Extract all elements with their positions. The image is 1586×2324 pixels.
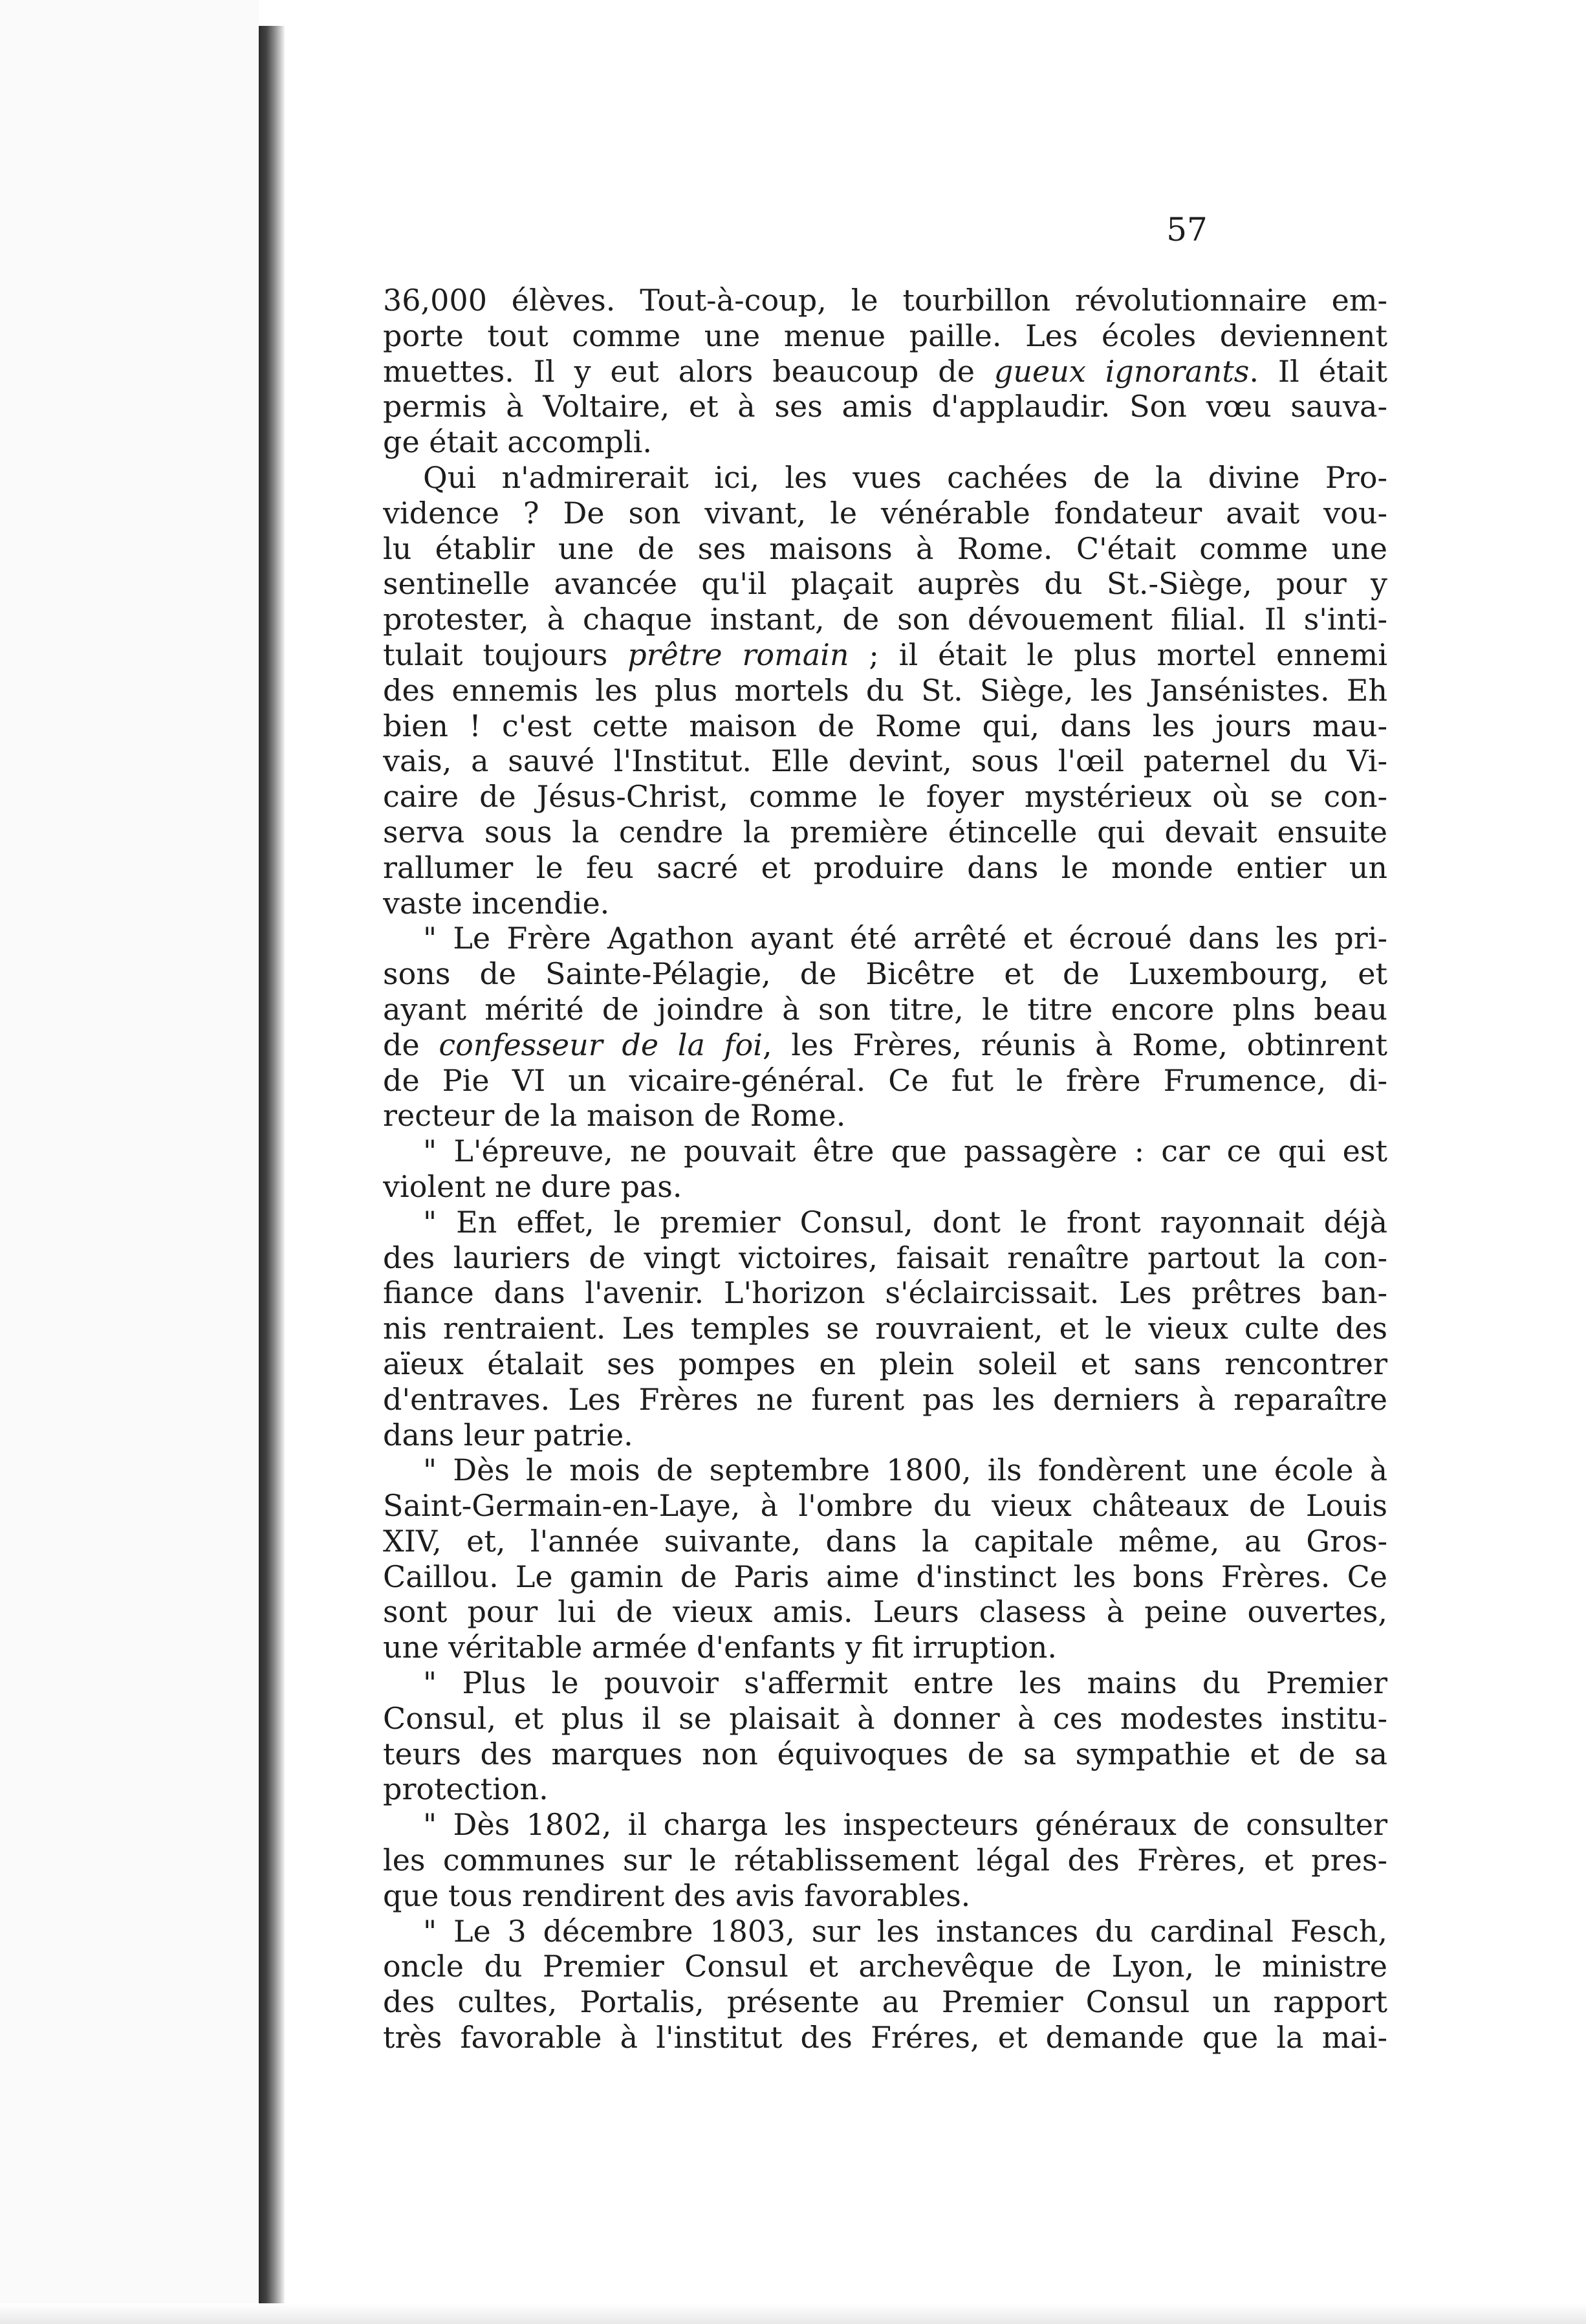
- text-line: fiance dans l'avenir. L'horizon s'éclaircissait. Les prêtres ban-: [383, 1275, 1387, 1311]
- text-line: teurs des marques non équivoques de sa sympathie et de sa: [383, 1736, 1387, 1771]
- text-line: " Le 3 décembre 1803, sur les instances du cardinal Fesch,: [423, 1913, 1387, 1949]
- text-line: porte tout comme une menue paille. Les écoles deviennent: [383, 318, 1387, 353]
- text-line: de Pie VI un vicaire-général. Ce fut le frère Frumence, di-: [383, 1062, 1387, 1098]
- text-line: " Dès le mois de septembre 1800, ils fondèrent une école à: [423, 1453, 1387, 1488]
- text-line: sont pour lui de vieux amis. Leurs clasess à peine ouvertes,: [383, 1594, 1387, 1630]
- italic-phrase: prêtre romain: [627, 637, 849, 672]
- text-line: " Dès 1802, il charga les inspecteurs généraux de consulter: [423, 1807, 1387, 1843]
- text-line: vaste incendie.: [383, 885, 610, 921]
- text-line: protection.: [383, 1771, 549, 1807]
- body-text: [383, 283, 1387, 2055]
- text-line: [383, 637, 1387, 673]
- text-line: d'entraves. Les Frères ne furent pas les derniers à reparaître: [383, 1381, 1387, 1417]
- text-line: 36,000 élèves. Tout-à-coup, le tourbillon révolutionnaire em-: [383, 283, 1387, 318]
- text-line: Saint-Germain-en-Laye, à l'ombre du vieux châteaux de Louis: [383, 1488, 1387, 1524]
- text-segment: tulait toujours: [383, 637, 628, 672]
- left-page-fragment: [0, 0, 259, 2324]
- text-line: oncle du Premier Consul et archevêque de Lyon, le ministre: [383, 1949, 1387, 1984]
- text-line: bien ! c'est cette maison de Rome qui, dans les jours mau-: [383, 708, 1387, 743]
- text-line: sentinelle avancée qu'il plaçait auprès du St.-Siège, pour y: [383, 566, 1387, 602]
- italic-phrase: gueux ignorants: [994, 353, 1250, 389]
- text-line: sons de Sainte-Pélagie, de Bicêtre et de Luxembourg, et: [383, 956, 1387, 992]
- book-gutter: [259, 26, 285, 2324]
- text-line: une véritable armée d'enfants y fit irruption.: [383, 1630, 1058, 1665]
- text-line: serva sous la cendre la première étincelle qui devait ensuite: [383, 814, 1387, 850]
- text-segment: muettes. Il y eut alors beaucoup de: [383, 353, 994, 389]
- text-segment: ; il était le plus mortel ennemi: [849, 637, 1387, 672]
- text-line: nis rentraient. Les temples se rouvraient, et le vieux culte des: [383, 1311, 1387, 1346]
- text-segment: de: [383, 1027, 439, 1062]
- text-line: XIV, et, l'année suivante, dans la capitale même, au Gros-: [383, 1523, 1387, 1559]
- text-line: ayant mérité de joindre à son titre, le titre encore plns beau: [383, 991, 1387, 1027]
- text-line: vais, a sauvé l'Institut. Elle devint, sous l'œil paternel du Vi-: [383, 743, 1387, 779]
- text-line: rallumer le feu sacré et produire dans le monde entier un: [383, 850, 1387, 885]
- text-line: " L'épreuve, ne pouvait être que passagère : car ce qui est: [423, 1134, 1387, 1169]
- page-number: 57: [1166, 211, 1208, 248]
- text-line: [383, 1027, 1387, 1063]
- text-line: des lauriers de vingt victoires, faisait renaître partout la con-: [383, 1240, 1387, 1275]
- text-line: [383, 354, 1387, 389]
- text-line: Consul, et plus il se plaisait à donner à ces modestes institu-: [383, 1700, 1387, 1736]
- text-line: recteur de la maison de Rome.: [383, 1098, 846, 1134]
- text-line: dans leur patrie.: [383, 1417, 633, 1453]
- text-line: les communes sur le rétablissement légal des Frères, et pres-: [383, 1843, 1387, 1878]
- text-line: violent ne dure pas.: [383, 1168, 682, 1204]
- text-segment: , les Frères, réunis à Rome, obtinrent: [762, 1027, 1387, 1062]
- text-line: Caillou. Le gamin de Paris aime d'instinct les bons Frères. Ce: [383, 1559, 1387, 1594]
- text-line: permis à Voltaire, et à ses amis d'applaudir. Son vœu sauva-: [383, 389, 1387, 424]
- text-line: vidence ? De son vivant, le vénérable fondateur avait vou-: [383, 495, 1387, 531]
- text-line: protester, à chaque instant, de son dévouement filial. Il s'inti-: [383, 602, 1387, 637]
- text-line: des ennemis les plus mortels du St. Siège, les Jansénistes. Eh: [383, 672, 1387, 708]
- text-segment: . Il était: [1249, 353, 1387, 389]
- italic-phrase: confesseur de la foi: [439, 1027, 763, 1062]
- text-line: que tous rendirent des avis favorables.: [383, 1878, 971, 1913]
- text-line: ge était accompli.: [383, 424, 652, 460]
- text-line: caire de Jésus-Christ, comme le foyer mystérieux où se con-: [383, 779, 1387, 815]
- text-line: des cultes, Portalis, présente au Premier Consul un rapport: [383, 1984, 1387, 2020]
- text-line: " En effet, le premier Consul, dont le front rayonnait déjà: [423, 1204, 1387, 1240]
- text-line: Qui n'admirerait ici, les vues cachées de la divine Pro-: [423, 459, 1387, 495]
- text-line: " Plus le pouvoir s'affermit entre les mains du Premier: [423, 1665, 1387, 1701]
- text-line: lu établir une de ses maisons à Rome. C'était comme une: [383, 531, 1387, 566]
- text-line: aïeux étalait ses pompes en plein soleil et sans rencontrer: [383, 1346, 1387, 1381]
- page-bottom-edge: [0, 2303, 1586, 2324]
- text-line: " Le Frère Agathon ayant été arrêté et écroué dans les pri-: [423, 921, 1387, 956]
- text-line: très favorable à l'institut des Fréres, et demande que la mai-: [383, 2020, 1387, 2055]
